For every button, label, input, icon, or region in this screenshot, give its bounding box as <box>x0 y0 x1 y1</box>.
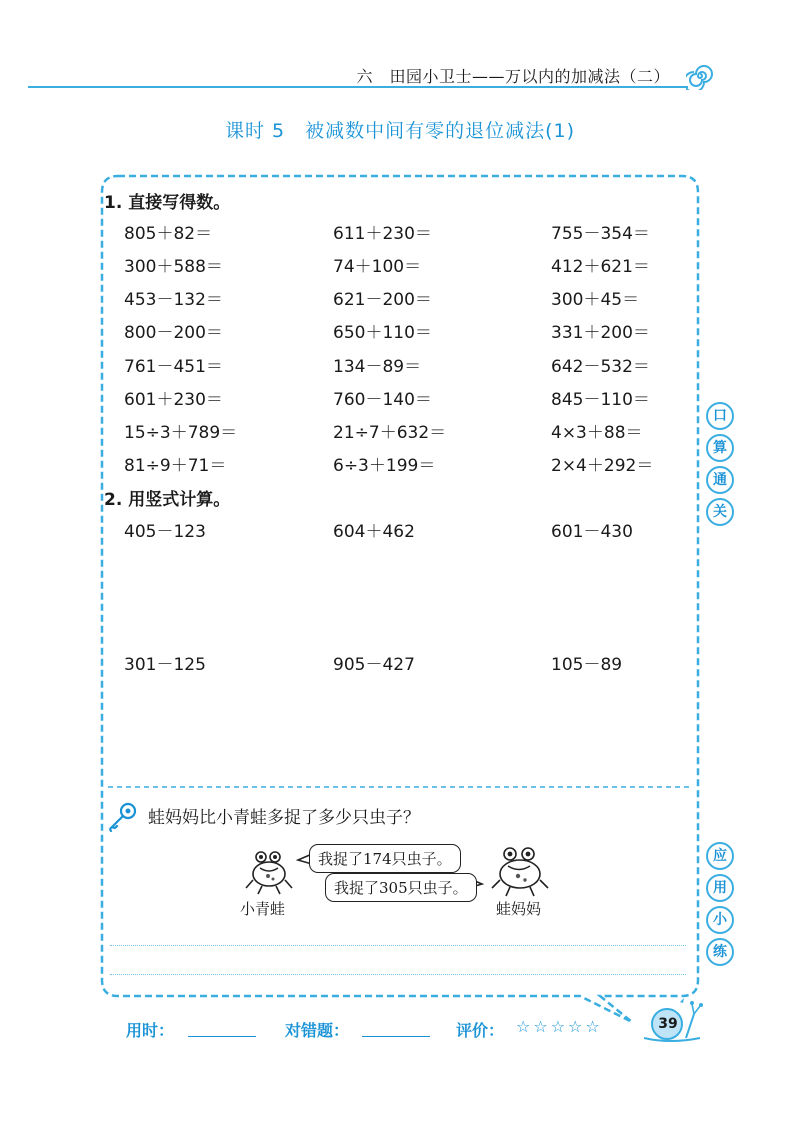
mental-math-item: 601＋230＝ <box>124 390 223 410</box>
mental-math-item: 805＋82＝ <box>124 224 213 244</box>
side-tab-char: 小 <box>706 906 734 934</box>
magnifier-icon <box>106 800 140 832</box>
mental-math-item: 2×4＋292＝ <box>551 456 654 476</box>
mental-math-item: 611＋230＝ <box>333 224 432 244</box>
rating-stars[interactable]: ☆☆☆☆☆ <box>516 1017 603 1036</box>
mental-math-item: 300＋45＝ <box>551 290 640 310</box>
lesson-title: 课时 5 被减数中间有零的退位减法(1) <box>224 120 576 142</box>
section2-label: 2. 用竖式计算。 <box>104 490 231 510</box>
side-tab-char: 练 <box>706 938 734 966</box>
page-number: 39 <box>658 1016 678 1032</box>
vertical-calc-item: 405－123 <box>124 522 206 542</box>
mental-math-item: 650＋110＝ <box>333 323 432 343</box>
speech-bubble-mother-frog: 我捉了305只虫子。 <box>325 873 477 902</box>
answer-line <box>110 974 686 975</box>
vertical-calc-item: 105－89 <box>551 655 623 675</box>
mental-math-item: 621－200＝ <box>333 290 432 310</box>
speech-bubble-small-frog: 我捉了174只虫子。 <box>309 844 461 873</box>
side-tab-char: 关 <box>706 498 734 526</box>
mother-frog-label: 蛙妈妈 <box>496 900 542 918</box>
side-tab-char: 通 <box>706 466 734 494</box>
mental-math-item: 331＋200＝ <box>551 323 650 343</box>
vertical-calc-item: 905－427 <box>333 655 415 675</box>
mental-math-item: 800－200＝ <box>124 323 223 343</box>
mental-math-item: 4×3＋88＝ <box>551 423 643 443</box>
mental-math-item: 6÷3＋199＝ <box>333 456 436 476</box>
vertical-calc-item: 601－430 <box>551 522 633 542</box>
mental-math-item: 642－532＝ <box>551 357 650 377</box>
side-tab-char: 口 <box>706 402 734 430</box>
vertical-calc-item: 301－125 <box>124 655 206 675</box>
side-tab-char: 用 <box>706 874 734 902</box>
mental-math-item: 755－354＝ <box>551 224 650 244</box>
mental-math-item: 15÷3＋789＝ <box>124 423 238 443</box>
mental-math-item: 412＋621＝ <box>551 257 650 277</box>
mental-math-item: 845－110＝ <box>551 390 650 410</box>
mental-math-item: 81÷9＋71＝ <box>124 456 227 476</box>
time-label: 用时： <box>126 1021 175 1040</box>
side-tab-char: 算 <box>706 434 734 462</box>
mental-math-item: 74＋100＝ <box>333 257 422 277</box>
mental-math-item: 761－451＝ <box>124 357 223 377</box>
errors-blank[interactable] <box>362 1036 430 1037</box>
word-problem-question: 蛙妈妈比小青蛙多捉了多少只虫子？ <box>148 808 420 828</box>
errors-label: 对错题： <box>285 1021 350 1040</box>
mental-math-item: 21÷7＋632＝ <box>333 423 447 443</box>
side-tab-char: 应 <box>706 842 734 870</box>
mental-math-item: 300＋588＝ <box>124 257 223 277</box>
small-frog-label: 小青蛙 <box>240 900 286 918</box>
rating-label: 评价： <box>456 1021 505 1040</box>
section1-label: 1. 直接写得数。 <box>104 193 231 213</box>
mental-math-item: 760－140＝ <box>333 390 432 410</box>
answer-line <box>110 945 686 946</box>
small-frog-icon <box>242 842 296 896</box>
mental-math-item: 134－89＝ <box>333 357 422 377</box>
mother-frog-icon <box>488 838 552 898</box>
time-blank[interactable] <box>188 1036 256 1037</box>
mental-math-item: 453－132＝ <box>124 290 223 310</box>
chapter-title: 六 田园小卫士——万以内的加减法（二） <box>356 67 670 86</box>
vertical-calc-item: 604＋462 <box>333 522 415 542</box>
